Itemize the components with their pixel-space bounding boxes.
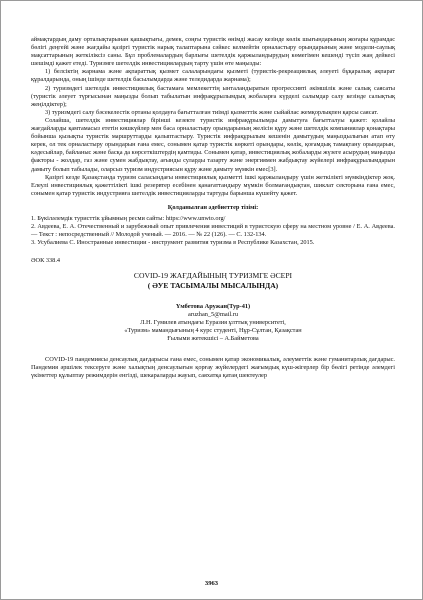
spacer bbox=[31, 344, 395, 356]
reference-link[interactable]: https://www.unwto.org/ bbox=[165, 214, 226, 222]
list-item: 3) туризмдегі салу бәсекелестік ортаны қолдауға бағытталған тиімді қызметтік және сыйайлас жемқорлықпен қарсы саясат. bbox=[45, 108, 379, 116]
page-content bbox=[31, 36, 395, 380]
body-paragraph: аймақтардың даму орталықтарынан қашықтығы, демек, соңғы туристік өнімді жасау кезінде көлік шығындарының жоғары құрамдас бөлігі деңгейі және жағдайы қазіргі туристік нарық талаптарына сәйкес келмейтін орналастыру орындарының және модели-саулық мақсаттарының жеткіліксіз саны. Бұл проблемалардың барлығы шетелдік қаржыландырудың көмегімен кешенді түсіп жаң дейкесі шешімді қажет етеді. Туризмге шетелдік инвестициялардың тарту үшін өте маңызды: bbox=[31, 36, 395, 68]
references-title: Қолданылған әдебиеттер тізімі: bbox=[167, 203, 259, 211]
article-subtitle: ( ӘУЕ ТАСЫМАЛЫ МЫСАЛЫНДА) bbox=[147, 281, 279, 291]
reference-item: 2. Авдеева, Е. А. Отечественный и зарубежный опыт привлечения инвестиций в туристскую сферу на местном уровне / Е. А. Авдеева. — Текст : непосредственный // Молодой ученый. — 2016. — № 22 (126). — С. 132-134. bbox=[31, 223, 395, 239]
affiliation-line: Л.Н. Гумилев атындағы Еуразия ұлттық университеті, bbox=[140, 319, 286, 327]
list-item: 2) туризмдегі шетелдік инвестициялық бастамаға мемлекеттің ынталандыратын прогрессивті әкімшілік және салық саясаты (туристік әлеует түрғысынан маңызды болып табылатын инфрақұрылымдық жобаларға күрделі салымдар салу кезінде салықтық жеңілдіктер); bbox=[31, 84, 395, 108]
page-number: 3963 bbox=[204, 580, 219, 587]
body-paragraph: Қазіргі кезде Қазақстанда туризм саласындағы инвестициялық қызметті ішкі қаржыландыру үшін жеткілікті мүмкіндіктер жоқ. Елеулі инвестициялық қажеттілікті ішкі резервтер есебінен қанағаттандыру мүмкін болмағандықтан, шиклат секторына ғана емес, сонымен қатар туристік индустрияға шетелдік инвестицияларды тартуды барынша күшейту қажет. bbox=[31, 173, 395, 197]
reference-item: 3. Усубалиева С. Иностранные инвестиции - инструмент развития туризма в Республике Казахстан, 2015. bbox=[31, 239, 315, 247]
supervisor-line: Ғылыми жетекшісі – А.Байметова bbox=[167, 335, 259, 343]
author-email: aruzhan_5@mail.ru bbox=[187, 311, 239, 319]
udk-code: ӘОК 338.4 bbox=[31, 257, 61, 265]
article-body: COVID-19 пандемиясы денсаулық дағдарысы ғана емес, сонымен қатар экономикалық, әлеуметтік және гуманитарлық дағдарыс. Пандемия әршілек тексеруге және халықтың денсаулығын қорғау жүйелердегі жағымдық күш-жігерлер бір бөлігі ретінде әлемдегі үкіметтер құлыптау режимдерін енгізді, шекараларды жауып, саяхатқа қатаң шектеулер bbox=[31, 355, 395, 379]
article-title: COVID-19 ЖАҒДАЙЫНЫҢ ТУРИЗМГЕ ӘСЕРІ bbox=[133, 271, 293, 281]
author-name: Үмбетова Аружан(Тур-41) bbox=[175, 303, 251, 311]
reference-item bbox=[31, 215, 395, 223]
affiliation-line: «Туризм» мамандығының 4 курс студенті, Нұр-Сұлтан, Қазақстан bbox=[124, 327, 302, 335]
reference-text: 1. Бүкіләлемдік туристтік ұйымның ресми сайты: bbox=[31, 214, 166, 222]
body-paragraph: Солайша, шетелдік инвестициялар бірінші кезекте туристік инфрақұрылымды дамытуға бағытталуы қажет: қолайлы жағдайларды қамтамасыз ететін көшкүйлер мен баса орналастыру орындарының желісін құру және шетелдік компаниялар қонақтары бойынша қызықты туристік маршруттарды қалыптастыру. Туристік инфрақұрылым кешенін дамытудың маңыздылығын атап өту керек, ол тек орналастыру орындарын ғана емес, сонымен қатар туристік көркеті орындары, көлік, қоғамдық тамақтану орындарын, кәдесыйлар, байланыс және басқа да көрсеткіштердің қамтиды. Сонымен қатар, инвестициялық жобаларды жүзеге асырудың маңызды факторы - жолдар, газ және сумен жабдықтау, ағынды суларды тазарту және энергиямен жабдықтау жүйелері инфрақұрылымдарын дамыту болып табылады, оларсыз туризм индустриясын құру және дамыту мүмкін емес[3]. bbox=[31, 116, 395, 173]
list-item: 1) белсіктің жарнама және ақпараттық қызмет салаларындағы қызметі (туристік-рекреациялық әлеуеті бұқаралық ақпарат құралдарында, оның ішінде шетелдік басылымдарда және теледидарда жарнама); bbox=[31, 68, 395, 84]
